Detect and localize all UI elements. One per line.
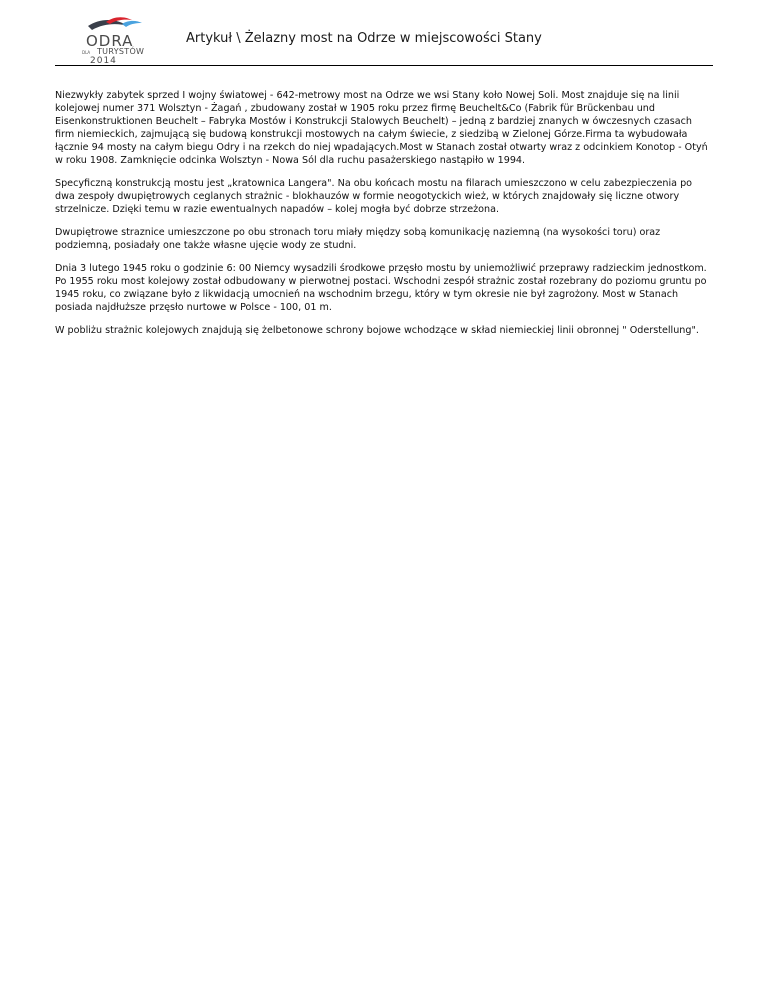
article-paragraph: W pobliżu strażnic kolejowych znajdują się żelbetonowe schrony bojowe wchodzące w skład niemieckiej linii obronnej " Oderstellung".: [55, 325, 699, 336]
article-paragraph: Dnia 3 lutego 1945 roku o godzinie 6: 00 Niemcy wysadzili środkowe przęsło mostu by uniemożliwić przeprawy radzieckim jednostkom. Po 1955 roku most kolejowy został odbudowany w pierwotnej postaci. Wschodni zespół strażnic został rozebrany do poziomu gruntu po 1945 roku, co związane było z likwidacją umocnień na wschodnim brzegu, który w tym okresie nie był zagrożony. Most w Stanach posiada najdłuższe przęsło nurtowe w Polsce - 100, 01 m.: [55, 263, 707, 313]
odra-logo: [78, 14, 158, 66]
article-body: [55, 89, 713, 347]
logo-small-text: DLA: [82, 50, 91, 55]
article-paragraph: Niezwykły zabytek sprzed I wojny światowej - 642-metrowy most na Odrze we wsi Stany koło Nowej Soli. Most znajduje się na linii kolejowej numer 371 Wolsztyn - Żagań , zbudowany został w 1905 roku przez firmę Beuchelt&Co (Fabrik für Brückenbau und Eisenkonstruktionen Beuchelt – Fabryka Mostów i Konstrukcji Stalowych Beuchelt) – jedną z bardziej znanych w ówczesnych czasach firm niemieckich, zajmującą się budową konstrukcji mostowych na całym świecie, z siedzibą w Zielonej Górze.Firma ta wybudowała łącznie 94 mosty na całym biegu Odry i na rzekch do niej wpadających.Most w Stanach został otwarty wraz z odcinkiem Konotop - Otyń w roku 1908. Zamknięcie odcinka Wolsztyn - Nowa Sól dla ruchu pasażerskiego nastąpiło w 1994.: [55, 90, 708, 166]
logo-year-text: 2014: [90, 56, 117, 66]
page-title: Artykuł \ Żelazny most na Odrze w miejscowości Stany: [186, 31, 542, 46]
logo-sub-text: TURYSTÓW: [97, 47, 145, 56]
article-paragraph: Dwupiętrowe straznice umieszczone po obu stronach toru miały między sobą komunikację naziemną (na wysokości toru) oraz podziemną, posiadały one także własne ujęcie wody ze studni.: [55, 227, 661, 251]
logo-main-text: ODRA: [86, 32, 134, 50]
header-divider: [55, 65, 713, 66]
article-paragraph: Specyficzną konstrukcją mostu jest „kratownica Langera". Na obu końcach mostu na filarach umieszczono w celu zabezpieczenia po dwa zespoły dwupiętrowych ceglanych strażnic - blokhauzów w formie neogotyckich wież, w których znajdowały się liczne otwory strzelnicze. Dzięki temu w razie ewentualnych napadów – kolej mogła być dobrze strzeżona.: [55, 178, 693, 215]
